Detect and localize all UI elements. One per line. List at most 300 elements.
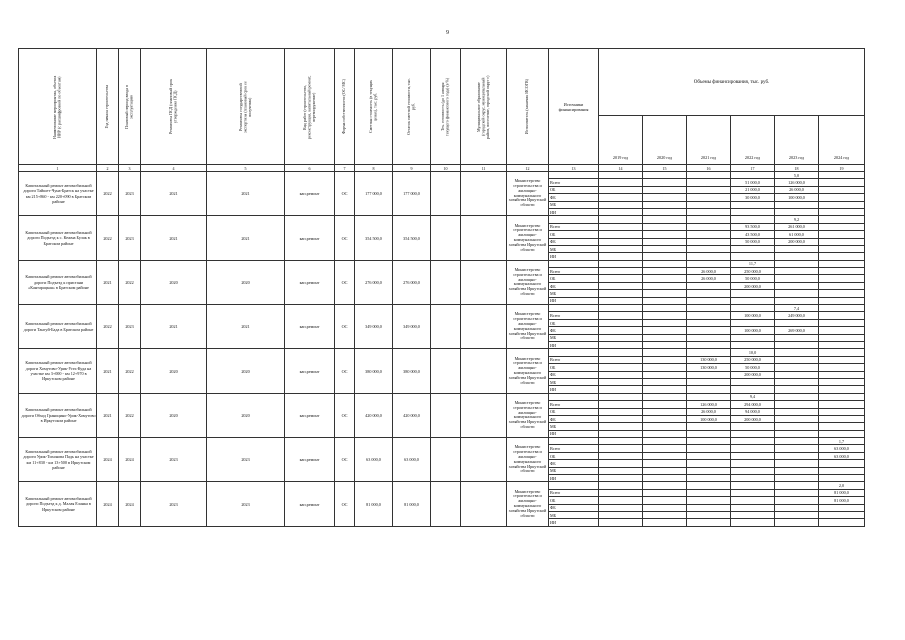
financing-value xyxy=(643,467,687,474)
source-label: ФБ xyxy=(549,282,599,289)
object-readiness xyxy=(431,216,461,260)
financing-value xyxy=(819,268,865,275)
financing-value: 126 000,0 xyxy=(687,401,731,408)
financing-value xyxy=(643,231,687,238)
financing-value xyxy=(819,238,865,245)
financing-value xyxy=(819,334,865,341)
object-expertise: 2020 xyxy=(207,349,285,393)
financing-value xyxy=(775,275,819,282)
header-col-8 xyxy=(355,49,393,165)
financing-value xyxy=(599,231,643,238)
object-expertise: 2021 xyxy=(207,305,285,349)
financing-value xyxy=(731,467,775,474)
object-readiness xyxy=(431,305,461,349)
readiness-percent xyxy=(599,393,643,400)
source-label: ИИ xyxy=(549,297,599,304)
financing-value xyxy=(775,282,819,289)
readiness-percent: 11,7 xyxy=(731,260,775,267)
financing-value xyxy=(599,319,643,326)
financing-value xyxy=(643,489,687,496)
object-remainder: 354 500,0 xyxy=(393,216,431,260)
readiness-percent: 1,7 xyxy=(819,438,865,445)
readiness-percent xyxy=(731,216,775,223)
financing-title: Объемы финансирования, тыс. руб. xyxy=(599,49,865,116)
source-label: ИИ xyxy=(549,386,599,393)
financing-value xyxy=(643,179,687,186)
source-label: ИИ xyxy=(549,519,599,526)
header-row xyxy=(19,49,865,116)
object-remainder: 349 000,0 xyxy=(393,305,431,349)
column-number: 11 xyxy=(461,165,507,172)
readiness-percent xyxy=(687,349,731,356)
financing-value xyxy=(643,386,687,393)
financing-value xyxy=(643,245,687,252)
financing-value xyxy=(731,334,775,341)
financing-value xyxy=(687,452,731,459)
object-executor: Министерство строительства и жилищно-коммунального хозяйства Иркутской области xyxy=(507,305,549,349)
source-label: ФБ xyxy=(549,238,599,245)
financing-value xyxy=(643,415,687,422)
financing-value xyxy=(599,356,643,363)
column-number: 8 xyxy=(355,165,393,172)
source-blank xyxy=(549,216,599,223)
source-label: МБ xyxy=(549,511,599,518)
object-psd: 2020 xyxy=(141,393,207,437)
object-estimate: 63 000,0 xyxy=(355,438,393,482)
source-label: ИИ xyxy=(549,341,599,348)
object-start: 2021 xyxy=(97,393,119,437)
financing-value xyxy=(643,186,687,193)
financing-value xyxy=(819,231,865,238)
financing-value xyxy=(819,253,865,260)
financing-value xyxy=(687,489,731,496)
readiness-percent: 9,4 xyxy=(731,393,775,400)
financing-value xyxy=(687,223,731,230)
header-col-3 xyxy=(119,49,141,165)
object-commission: 2023 xyxy=(119,216,141,260)
financing-value xyxy=(775,334,819,341)
table-body xyxy=(19,172,865,527)
object-expertise: 2023 xyxy=(207,482,285,526)
source-blank xyxy=(549,260,599,267)
financing-value xyxy=(643,452,687,459)
financing-value xyxy=(819,282,865,289)
financing-value xyxy=(819,378,865,385)
financing-value xyxy=(599,194,643,201)
object-municipality xyxy=(461,482,507,526)
financing-value: 26 000,0 xyxy=(687,268,731,275)
financing-value: 81 000,0 xyxy=(819,489,865,496)
header-col-label: Сметная стоимость (в текущих ценах), тыс. руб. xyxy=(367,80,378,133)
readiness-percent xyxy=(643,305,687,312)
financing-value xyxy=(599,445,643,452)
source-label: ИИ xyxy=(549,475,599,482)
object-readiness xyxy=(431,260,461,304)
financing-value xyxy=(687,253,731,260)
financing-value: 63 000,0 xyxy=(819,452,865,459)
financing-value xyxy=(599,415,643,422)
financing-value xyxy=(775,415,819,422)
financing-value: 94 000,0 xyxy=(731,408,775,415)
financing-value: 43 500,0 xyxy=(731,231,775,238)
column-number: 19 xyxy=(819,165,865,172)
column-number-row xyxy=(19,165,865,172)
financing-value: 93 500,0 xyxy=(731,223,775,230)
financing-value xyxy=(643,319,687,326)
column-number: 9 xyxy=(393,165,431,172)
financing-value xyxy=(775,497,819,504)
object-municipality xyxy=(461,438,507,482)
financing-value xyxy=(731,452,775,459)
financing-value xyxy=(687,497,731,504)
source-label: ОБ xyxy=(549,186,599,193)
financing-value: 100 000,0 xyxy=(775,194,819,201)
financing-value xyxy=(643,371,687,378)
financing-value xyxy=(687,504,731,511)
column-number: 2 xyxy=(97,165,119,172)
financing-value xyxy=(599,327,643,334)
financing-value xyxy=(775,430,819,437)
financing-value xyxy=(599,423,643,430)
financing-value xyxy=(687,378,731,385)
financing-value xyxy=(819,386,865,393)
financing-value xyxy=(687,460,731,467)
object-percent-row xyxy=(19,393,865,400)
financing-value xyxy=(643,423,687,430)
source-label: ОБ xyxy=(549,275,599,282)
object-executor: Министерство строительства и жилищно-коммунального хозяйства Иркутской области xyxy=(507,260,549,304)
financing-value: 200 000,0 xyxy=(731,282,775,289)
object-start: 2022 xyxy=(97,305,119,349)
source-blank xyxy=(549,393,599,400)
financing-value xyxy=(599,341,643,348)
financing-value xyxy=(599,467,643,474)
object-estimate: 420 000,0 xyxy=(355,393,393,437)
readiness-percent xyxy=(687,260,731,267)
readiness-percent xyxy=(643,438,687,445)
financing-value: 294 000,0 xyxy=(731,401,775,408)
year-header: 2022 год xyxy=(731,116,775,165)
financing-value xyxy=(819,511,865,518)
financing-value xyxy=(599,386,643,393)
financing-value xyxy=(775,268,819,275)
object-remainder: 81 000,0 xyxy=(393,482,431,526)
financing-value xyxy=(643,356,687,363)
readiness-percent xyxy=(819,305,865,312)
financing-value xyxy=(643,208,687,215)
financing-value xyxy=(819,201,865,208)
financing-value xyxy=(643,223,687,230)
object-ownership: ОС xyxy=(335,260,355,304)
readiness-percent: 10,0 xyxy=(731,349,775,356)
financing-value xyxy=(599,452,643,459)
object-expertise: 2020 xyxy=(207,260,285,304)
financing-value xyxy=(599,497,643,504)
readiness-percent xyxy=(599,260,643,267)
column-number: 13 xyxy=(549,165,599,172)
header-col-2 xyxy=(97,49,119,165)
object-name: Капитальный ремонт автомобильной дороги Подъезд к с. Кежма Булак в Братском районе xyxy=(19,216,97,260)
financing-value xyxy=(643,497,687,504)
financing-value xyxy=(731,519,775,526)
object-ownership: ОС xyxy=(335,482,355,526)
financing-value xyxy=(775,319,819,326)
financing-value xyxy=(643,341,687,348)
object-estimate: 349 000,0 xyxy=(355,305,393,349)
object-start: 2022 xyxy=(97,172,119,216)
object-readiness xyxy=(431,393,461,437)
financing-value: 50 000,0 xyxy=(731,275,775,282)
object-percent-row xyxy=(19,172,865,179)
object-name: Капитальный ремонт автомобильной дороги Хомутово-Урик-Усть-Куда на участке км 3+000 - км 12+970 в Иркутском районе xyxy=(19,349,97,393)
financing-value xyxy=(775,341,819,348)
financing-value xyxy=(599,290,643,297)
financing-value xyxy=(819,408,865,415)
financing-value: 126 000,0 xyxy=(775,179,819,186)
object-remainder: 276 000,0 xyxy=(393,260,431,304)
source-label: Всего xyxy=(549,223,599,230)
object-estimate: 177 000,0 xyxy=(355,172,393,216)
financing-value xyxy=(599,371,643,378)
object-name: Капитальный ремонт автомобильной дороги Урик-Тихонова Падь на участке км 11+830 - км 13+500 в Иркутском районе xyxy=(19,438,97,482)
financing-value xyxy=(643,511,687,518)
financing-value: 130 000,0 xyxy=(687,364,731,371)
readiness-percent xyxy=(643,393,687,400)
financing-value xyxy=(819,356,865,363)
financing-value xyxy=(687,245,731,252)
column-number: 10 xyxy=(431,165,461,172)
object-expertise: 2023 xyxy=(207,438,285,482)
object-psd: 2020 xyxy=(141,260,207,304)
financing-value xyxy=(599,334,643,341)
source-blank xyxy=(549,482,599,489)
financing-value xyxy=(599,378,643,385)
financing-value xyxy=(643,408,687,415)
column-number: 14 xyxy=(599,165,643,172)
readiness-percent xyxy=(599,349,643,356)
readiness-percent xyxy=(599,216,643,223)
financing-value xyxy=(643,504,687,511)
readiness-percent xyxy=(643,349,687,356)
source-label: МБ xyxy=(549,467,599,474)
header-col-label: Вид работ (строительство, реконструкция, капитальный ремонт, перевооружение) xyxy=(301,74,316,139)
financing-value xyxy=(819,401,865,408)
financing-value xyxy=(819,319,865,326)
source-label: МБ xyxy=(549,334,599,341)
financing-value xyxy=(819,467,865,474)
object-municipality xyxy=(461,172,507,216)
financing-value xyxy=(819,371,865,378)
financing-value xyxy=(775,378,819,385)
source-label: ОБ xyxy=(549,497,599,504)
readiness-percent xyxy=(819,260,865,267)
object-estimate: 276 000,0 xyxy=(355,260,393,304)
financing-value xyxy=(599,282,643,289)
financing-value xyxy=(687,371,731,378)
source-label: Всего xyxy=(549,489,599,496)
financing-value xyxy=(819,223,865,230)
object-commission: 2022 xyxy=(119,393,141,437)
source-blank xyxy=(549,305,599,312)
source-label: ОБ xyxy=(549,231,599,238)
financing-value xyxy=(731,423,775,430)
source-label: ИИ xyxy=(549,430,599,437)
header-col-9 xyxy=(393,49,431,165)
source-label: ИИ xyxy=(549,208,599,215)
object-remainder: 63 000,0 xyxy=(393,438,431,482)
readiness-percent xyxy=(643,260,687,267)
object-ownership: ОС xyxy=(335,438,355,482)
financing-value xyxy=(687,475,731,482)
financing-value xyxy=(643,201,687,208)
object-executor: Министерство строительства и жилищно-коммунального хозяйства Иркутской области xyxy=(507,482,549,526)
source-blank xyxy=(549,349,599,356)
readiness-percent xyxy=(599,305,643,312)
financing-value xyxy=(775,452,819,459)
financing-value xyxy=(687,423,731,430)
financing-value xyxy=(599,401,643,408)
financing-value xyxy=(599,253,643,260)
financing-value xyxy=(775,208,819,215)
financing-value xyxy=(687,201,731,208)
financing-value xyxy=(731,201,775,208)
financing-value xyxy=(819,341,865,348)
source-label: МБ xyxy=(549,378,599,385)
financing-value: 51 000,0 xyxy=(731,179,775,186)
object-work: кап.ремонт xyxy=(285,172,335,216)
readiness-percent xyxy=(775,260,819,267)
financing-value xyxy=(687,282,731,289)
financing-value xyxy=(775,475,819,482)
financing-value xyxy=(819,519,865,526)
financing-value: 50 000,0 xyxy=(731,364,775,371)
object-expertise: 2021 xyxy=(207,172,285,216)
object-ownership: ОС xyxy=(335,393,355,437)
readiness-percent: 7,4 xyxy=(775,305,819,312)
object-name: Капитальный ремонт автомобильной дороги Тайшет-Чуна-Братск на участке км 215+860 - км 220+090 в Братском районе xyxy=(19,172,97,216)
financing-value xyxy=(731,245,775,252)
object-psd: 2021 xyxy=(141,172,207,216)
object-work: кап.ремонт xyxy=(285,305,335,349)
source-label: МБ xyxy=(549,201,599,208)
financing-value xyxy=(775,511,819,518)
source-label: ИИ xyxy=(549,253,599,260)
financing-value xyxy=(819,290,865,297)
financing-value xyxy=(775,401,819,408)
readiness-percent xyxy=(731,305,775,312)
financing-value xyxy=(775,201,819,208)
object-commission: 2024 xyxy=(119,438,141,482)
readiness-percent xyxy=(775,393,819,400)
financing-value xyxy=(643,401,687,408)
header-col-label: Реквизиты государственной экспертизы (плановый срок ее получения) xyxy=(237,80,252,133)
column-number: 15 xyxy=(643,165,687,172)
year-header: 2024 год xyxy=(819,116,865,165)
financing-value xyxy=(643,475,687,482)
object-municipality xyxy=(461,260,507,304)
financing-value: 269 000,0 xyxy=(775,327,819,334)
header-col-13: Источники финансирования xyxy=(549,49,599,165)
financing-value xyxy=(599,186,643,193)
financing-value xyxy=(775,489,819,496)
financing-value xyxy=(599,504,643,511)
source-label: ОБ xyxy=(549,452,599,459)
financing-value xyxy=(643,327,687,334)
financing-value xyxy=(731,319,775,326)
financing-value xyxy=(819,186,865,193)
header-col-4 xyxy=(141,49,207,165)
source-label: ФБ xyxy=(549,415,599,422)
financing-value: 30 000,0 xyxy=(731,194,775,201)
financing-value xyxy=(775,423,819,430)
financing-value xyxy=(687,312,731,319)
year-header: 2020 год xyxy=(643,116,687,165)
object-work: кап.ремонт xyxy=(285,393,335,437)
financing-value xyxy=(775,519,819,526)
header-col-5 xyxy=(207,49,285,165)
financing-value: 200 000,0 xyxy=(775,238,819,245)
source-label: ОБ xyxy=(549,408,599,415)
object-work: кап.ремонт xyxy=(285,260,335,304)
object-work: кап.ремонт xyxy=(285,349,335,393)
financing-value xyxy=(775,371,819,378)
object-name: Капитальный ремонт автомобильной дороги Обход Границино-Урик-Хомутово в Иркутском районе xyxy=(19,393,97,437)
object-psd: 2021 xyxy=(141,216,207,260)
financing-value xyxy=(775,297,819,304)
column-number: 17 xyxy=(731,165,775,172)
object-readiness xyxy=(431,172,461,216)
financing-value xyxy=(819,297,865,304)
readiness-percent xyxy=(687,172,731,179)
financing-value xyxy=(819,460,865,467)
financing-value xyxy=(599,489,643,496)
financing-value xyxy=(775,364,819,371)
readiness-percent xyxy=(687,482,731,489)
financing-value xyxy=(643,445,687,452)
object-estimate: 380 000,0 xyxy=(355,349,393,393)
financing-value xyxy=(775,356,819,363)
object-commission: 2023 xyxy=(119,172,141,216)
financing-value xyxy=(775,408,819,415)
readiness-percent xyxy=(643,172,687,179)
object-commission: 2022 xyxy=(119,260,141,304)
object-psd: 2020 xyxy=(141,349,207,393)
object-executor: Министерство строительства и жилищно-коммунального хозяйства Иркутской области xyxy=(507,349,549,393)
financing-value xyxy=(643,460,687,467)
header-col-10 xyxy=(431,49,461,165)
object-work: кап.ремонт xyxy=(285,216,335,260)
readiness-percent xyxy=(687,438,731,445)
financing-value xyxy=(599,201,643,208)
financing-value xyxy=(687,290,731,297)
table-header xyxy=(19,49,865,172)
object-readiness xyxy=(431,438,461,482)
object-start: 2022 xyxy=(97,216,119,260)
readiness-percent xyxy=(819,172,865,179)
header-col-label: Тех. готовность (до 1 января текущего финансового года) (в %) xyxy=(439,77,450,136)
financing-value xyxy=(775,253,819,260)
financing-value xyxy=(643,364,687,371)
source-label: Всего xyxy=(549,401,599,408)
financing-value xyxy=(731,511,775,518)
header-col-label: Муниципальное образование (городской округ, муниципальный район, поселение, городской округ с) xyxy=(475,74,490,139)
object-executor: Министерство строительства и жилищно-коммунального хозяйства Иркутской области xyxy=(507,172,549,216)
header-col-11 xyxy=(461,49,507,165)
readiness-percent: 5,0 xyxy=(775,172,819,179)
financing-value: 100 000,0 xyxy=(731,312,775,319)
object-percent-row xyxy=(19,305,865,312)
financing-value xyxy=(599,312,643,319)
